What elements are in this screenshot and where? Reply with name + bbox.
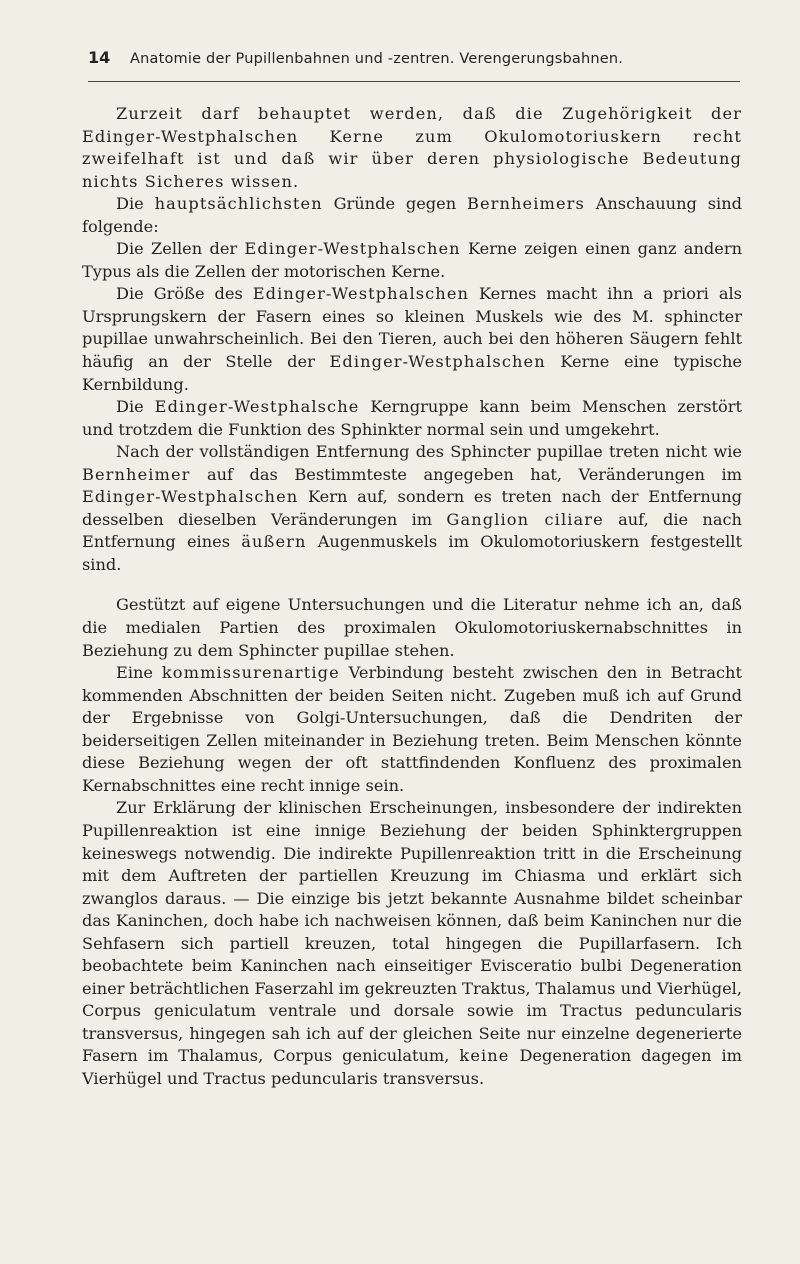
spaced-run: äußern — [241, 532, 307, 552]
spaced-run: Ganglion ciliare — [446, 509, 604, 529]
text-run: Kerne eine typische Kernbildung. — [82, 352, 742, 394]
spaced-run: keine — [459, 1046, 510, 1066]
text-run: Zur Erklärung der klinischen Erscheinungen, insbesondere der indirekten Pupillenreaktion ist eine innige Beziehung der beiden Sphinktergruppen keineswegs notwendig. Die indirekte Pupillenreaktion tritt in die Erscheinung mit dem Auftreten der partiellen Kreuzung im Chiasma und erklärt sich zwanglos daraus. — Die einzige bis jetzt bekannte Ausnahme bildet scheinbar das Kaninchen, doch habe ich nachweisen können, daß beim Kaninchen nur die Sehfasern sich partiell kreuzen, total hingegen die Pupillarfasern. Ich beobachtete beim Kaninchen nach einseitiger Evisceratio bulbi Degeneration einer beträchtlichen Faserzahl im gekreuzten Traktus, Thalamus und Vierhügel, Corpus geniculatum ventrale und dorsale sowie im Tractus peduncularis transversus, hingegen sah ich auf der gleichen Seite nur einzelne degenerierte Fasern im Thalamus, Corpus geniculatum, — [82, 798, 742, 1066]
text-run: Die Größe des — [116, 284, 253, 304]
spaced-run: Edinger-Westphalschen — [244, 239, 461, 259]
text-run: Die Zellen der — [116, 239, 245, 259]
text-run: Die — [116, 397, 155, 417]
running-head — [88, 48, 740, 78]
paragraph — [82, 662, 742, 797]
body-text — [82, 103, 742, 1091]
text-run: auf das Bestimmteste angegeben hat, Veränderungen im — [190, 464, 742, 484]
text-run: Eine — [116, 663, 162, 683]
text-run: Gründe gegen — [322, 194, 467, 214]
text-run: Nach der vollständigen Entfernung des Sphincter pupillae treten nicht wie — [116, 442, 742, 462]
paragraph — [82, 441, 742, 576]
text-run: Anschauung sind folgende: — [82, 194, 742, 236]
paragraph — [82, 396, 742, 441]
spaced-run: Bernheimer — [82, 464, 191, 484]
text-run: Kerngruppe kann beim Menschen zerstört und trotzdem die Funktion des Sphinkter normal sein und umgekehrt. — [82, 397, 742, 439]
spaced-run: kommissurenartige — [161, 663, 340, 683]
spaced-run: Edinger-Westphalsche — [154, 397, 360, 417]
text-run: Kernes macht ihn a priori als Ursprungskern der Fasern eines so kleinen Muskels wie des M. sphincter pupillae unwahrscheinlich. Bei den Tieren, auch bei den höheren Säugern fehlt häufig an der Stelle der — [82, 284, 742, 372]
spaced-run: Edinger-Westphalschen — [252, 284, 470, 304]
spaced-run: hauptsächlichsten — [154, 194, 323, 214]
text-run: auf, die nach Entfernung eines — [82, 509, 742, 552]
text-run: Kern auf, sondern es treten nach der Entfernung desselben dieselben Veränderungen im — [82, 487, 742, 529]
text-run: Augenmuskels im Okulomotoriuskern festgestellt sind. — [82, 532, 742, 574]
spaced-run: Zurzeit darf behauptet werden, daß die Zugehörigkeit der Edinger-Westphalschen Kerne zum Okulomotoriuskern recht zweifelhaft ist und daß wir über deren physiologische Bedeutung nichts Sicheres wissen. — [82, 104, 742, 191]
spaced-run: Edinger-Westphalschen — [329, 352, 546, 372]
paragraph — [82, 103, 742, 193]
text-run: Degeneration dagegen im Vierhügel und Tractus peduncularis transversus. — [82, 1046, 742, 1088]
text-run: Die — [116, 194, 155, 214]
paragraph — [82, 193, 742, 238]
running-head-title: Anatomie der Pupillenbahnen und -zentren. Verengerungsbahnen. — [130, 51, 624, 67]
spaced-run: Bernheimers — [466, 194, 585, 214]
text-run: Kerne zeigen einen ganz andern Typus als die Zellen der motorischen Kerne. — [82, 239, 742, 281]
page-number: 14 — [88, 48, 111, 67]
paragraph — [82, 797, 742, 1090]
paragraph — [82, 594, 742, 662]
spaced-run: Edinger-Westphalschen — [82, 487, 299, 507]
text-run: Verbindung besteht zwischen den in Betracht kommenden Abschnitten der beiden Seiten nicht. Zugeben muß ich auf Grund der Ergebnisse von Golgi-Untersuchungen, daß die Dendriten der beiderseitigen Zellen miteinander in Beziehung treten. Beim Menschen könnte diese Beziehung wegen der oft stattfindenden Konfluenz des proximalen Kernabschnittes eine recht innige sein. — [82, 663, 742, 795]
paragraph — [82, 238, 742, 283]
paragraph — [82, 283, 742, 396]
header-rule — [88, 81, 740, 82]
text-run: Gestützt auf eigene Untersuchungen und die Literatur nehme ich an, daß die medialen Partien des proximalen Okulomotoriuskernabschnittes in Beziehung zu dem Sphincter pupillae stehen. — [82, 595, 742, 660]
